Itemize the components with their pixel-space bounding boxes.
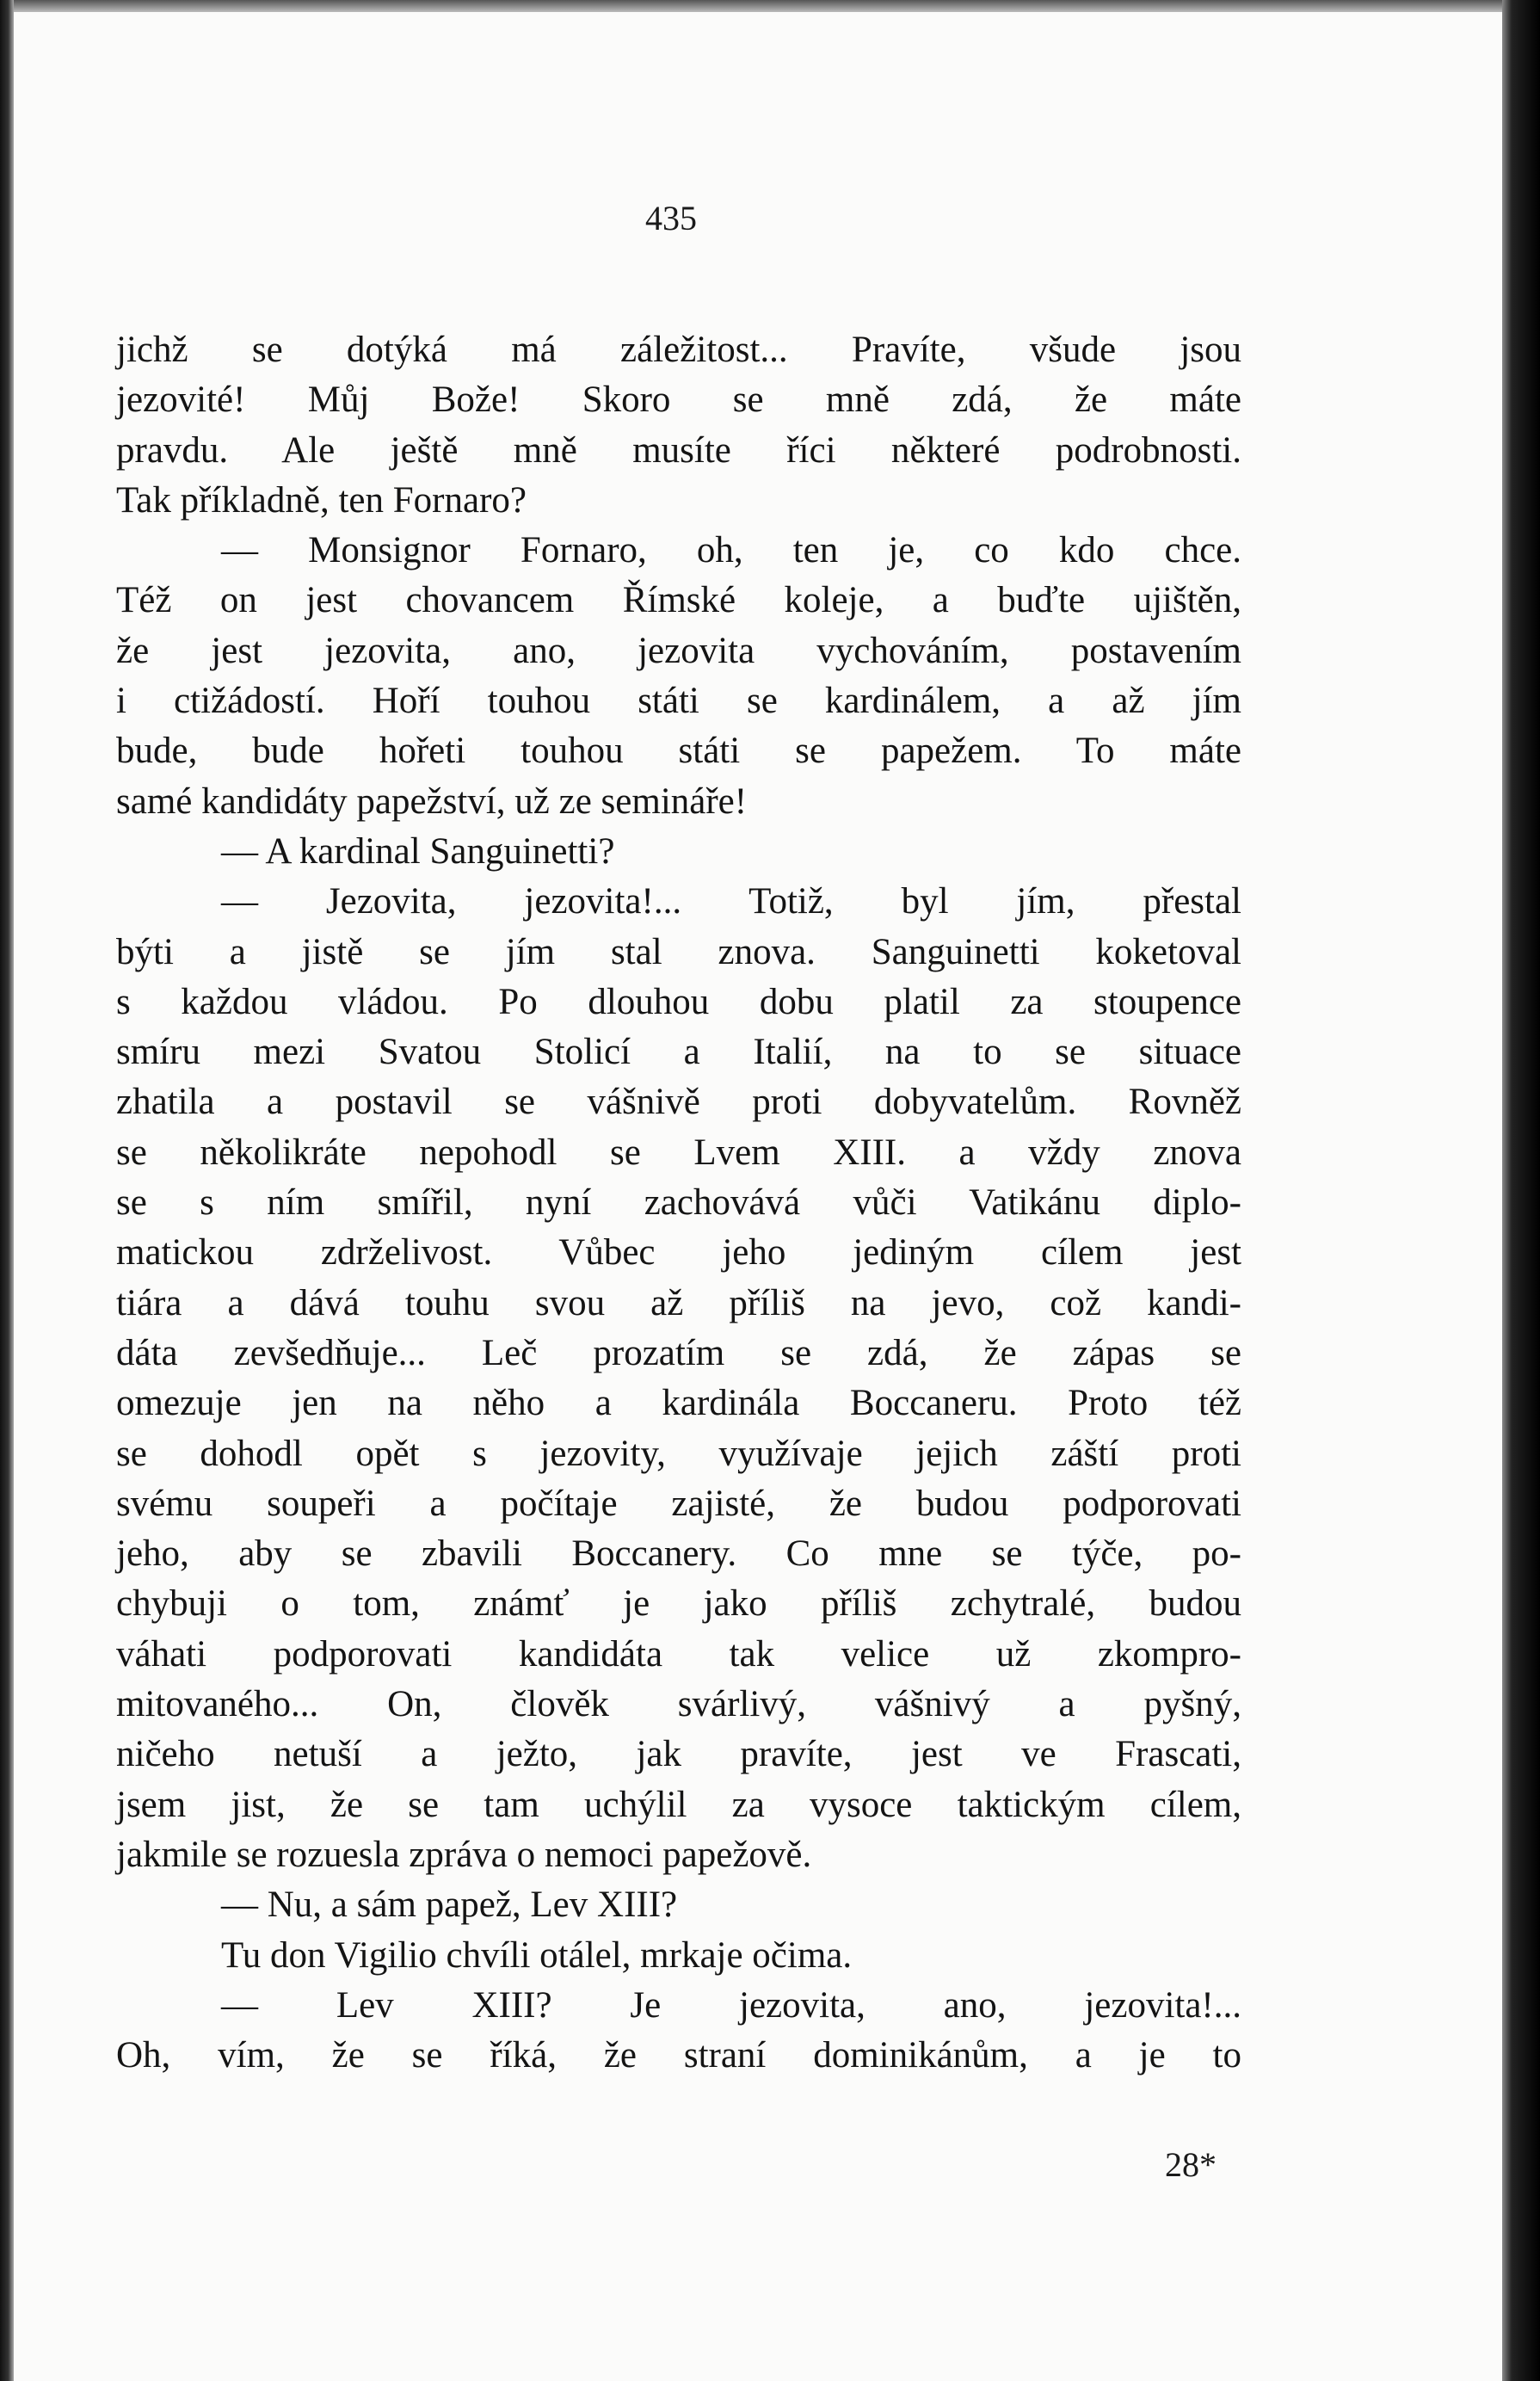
text-line: pravdu. Ale ještě mně musíte říci některé podrobnosti. bbox=[116, 429, 1241, 471]
text-line: bude, bude hořeti touhou státi se papežem. To máte bbox=[116, 731, 1241, 772]
scan-border-top bbox=[0, 0, 1540, 12]
text-line: — Monsignor Fornaro, oh, ten je, co kdo chce. bbox=[221, 530, 1241, 571]
text-line: jichž se dotýká má záležitost... Pravíte, všude jsou bbox=[116, 330, 1241, 370]
scan-border-left bbox=[0, 0, 14, 2381]
text-line: Tak příkladně, ten Fornaro? bbox=[116, 479, 527, 521]
text-line: jsem jist, že se tam uchýlil za vysoce taktickým cílem, bbox=[116, 1784, 1241, 1825]
text-line: omezuje jen na něho a kardinála Boccaneru. Proto též bbox=[116, 1383, 1241, 1424]
text-line: býti a jistě se jím stal znova. Sanguinetti koketoval bbox=[116, 931, 1241, 972]
text-line: svému soupeři a počítaje zajisté, že budou podporovati bbox=[116, 1483, 1241, 1524]
text-line: váhati podporovati kandidáta tak velice už zkompro- bbox=[116, 1633, 1241, 1675]
text-line: se několikráte nepohodl se Lvem XIII. a vždy znova bbox=[116, 1132, 1241, 1173]
signature-mark: 28* bbox=[1165, 2145, 1217, 2184]
text-line: smíru mezi Svatou Stolicí a Italií, na to se situace bbox=[116, 1032, 1241, 1073]
text-line: Též on jest chovancem Římské koleje, a buďte ujištěn, bbox=[116, 580, 1241, 621]
text-line: Tu don Vigilio chvíli otálel, mrkaje očima. bbox=[221, 1934, 853, 1976]
page-number: 435 bbox=[645, 199, 697, 237]
text-line: jakmile se rozuesla zpráva o nemoci papežově. bbox=[116, 1834, 812, 1875]
text-line: Oh, vím, že se říká, že straní dominikánům, a je to bbox=[116, 2035, 1241, 2076]
text-line: matickou zdrželivost. Vůbec jeho jediným cílem jest bbox=[116, 1232, 1241, 1274]
text-line: se dohodl opět s jezovity, využívaje jejich záští proti bbox=[116, 1433, 1241, 1474]
text-line: ničeho netuší a ježto, jak pravíte, jest ve Frascati, bbox=[116, 1734, 1241, 1775]
text-line: jeho, aby se zbavili Boccanery. Co mne se týče, po- bbox=[116, 1533, 1241, 1575]
text-line: samé kandidáty papežství, už ze semináře! bbox=[116, 780, 748, 822]
text-line: — Nu, a sám papež, Lev XIII? bbox=[221, 1884, 678, 1926]
text-line: s každou vládou. Po dlouhou dobu platil za stoupence bbox=[116, 981, 1241, 1022]
text-line: — A kardinal Sanguinetti? bbox=[221, 830, 615, 872]
text-line: tiára a dává touhu svou až příliš na jevo, což kandi- bbox=[116, 1282, 1241, 1323]
text-line: — Jezovita, jezovita!... Totiž, byl jím, přestal bbox=[221, 881, 1241, 922]
text-line: — Lev XIII? Je jezovita, ano, jezovita!... bbox=[221, 1984, 1241, 2026]
text-line: dáta zevšedňuje... Leč prozatím se zdá, že zápas se bbox=[116, 1332, 1241, 1373]
text-line: zhatila a postavil se vášnivě proti dobyvatelům. Rovněž bbox=[116, 1082, 1241, 1123]
scan-border-right bbox=[1502, 0, 1540, 2381]
text-line: mitovaného... On, člověk svárlivý, vášnivý a pyšný, bbox=[116, 1684, 1241, 1725]
text-line: že jest jezovita, ano, jezovita vychováním, postavením bbox=[116, 630, 1241, 671]
text-line: chybuji o tom, známť je jako příliš zchytralé, budou bbox=[116, 1583, 1241, 1625]
text-line: se s ním smířil, nyní zachovává vůči Vatikánu diplo- bbox=[116, 1182, 1241, 1224]
body-text bbox=[116, 325, 1241, 2081]
text-line: i ctižádostí. Hoří touhou státi se kardinálem, a až jím bbox=[116, 681, 1241, 722]
text-line: jezovité! Můj Bože! Skoro se mně zdá, že máte bbox=[116, 379, 1241, 421]
